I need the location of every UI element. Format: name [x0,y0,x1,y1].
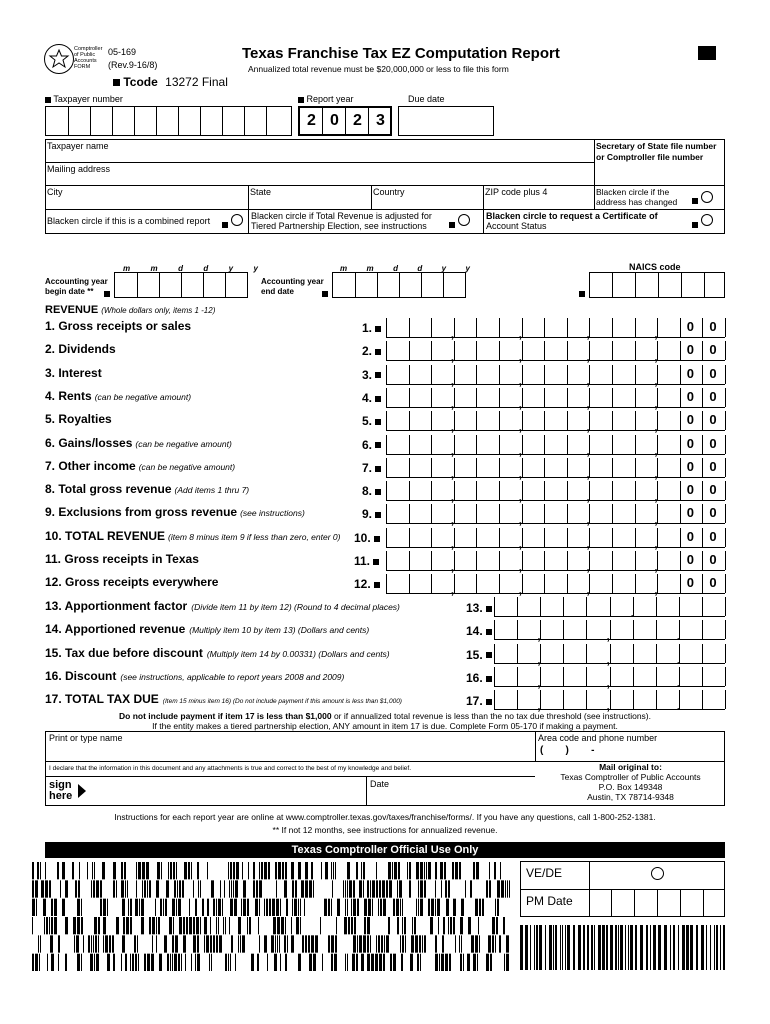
signature-date-field[interactable] [372,790,530,804]
form-title: Texas Franchise Tax EZ Computation Report [242,45,560,62]
revenue-amount-field[interactable]: , , , , 0 0 [386,386,725,408]
revenue-heading: REVENUE (Whole dollars only, items 1 -12) [45,304,216,316]
taxpayer-name-field[interactable] [48,150,588,161]
revenue-amount-field[interactable]: , , , , 0 0 [386,479,725,501]
revenue-amount-field[interactable]: , , , , 0 0 [386,433,725,455]
naics-field[interactable] [589,272,725,298]
revenue-item-label: 8. Total gross revenue (Add items 1 thru 7) [45,482,250,497]
cents-zero: 0 [686,388,695,404]
revenue-item-label: 5. Royalties [45,412,112,427]
cents-zero: 0 [686,342,695,358]
pm-date-label: PM Date [526,894,573,908]
address-changed-label: Blacken circle if the address has changed [596,187,678,207]
tax-amount-field[interactable]: . , , [494,642,725,664]
tax-item-label: 16. Discount (see instructions, applicable to report years 2008 and 2009) [45,668,345,683]
revenue-item-number: 6. [362,438,381,452]
cents-zero: 0 [709,365,717,381]
due-date-label: Due date [408,94,445,104]
country-field[interactable] [374,197,480,208]
cents-zero: 0 [709,319,717,334]
naics-label: NAICS code [629,262,681,272]
mailing-address-label: Mailing address [47,164,111,174]
tax-item-number: 14. [466,624,492,638]
payment-warning: Do not include payment if item 17 is less than $1,000 or if annualized total revenue is less than the no tax due threshold (see instructions). [119,711,651,721]
revenue-item-number: 5. [362,414,381,428]
cents-zero: 0 [686,528,695,544]
revenue-amount-field[interactable]: , , , , 0 0 [386,363,725,385]
tax-item-label: 13. Apportionment factor (Divide item 11 by item 12) (Round to 4 decimal places) [45,599,400,613]
revenue-item-number: 10. [354,531,380,545]
revenue-item-label: 3. Interest [45,365,102,380]
revenue-item-label: 6. Gains/losses (can be negative amount) [45,435,232,450]
phone-field[interactable]: ( ) - [540,745,595,756]
tcode [113,75,228,89]
city-label: City [47,187,63,197]
revenue-item-label: 2. Dividends [45,342,116,357]
mail-to-block: Mail original to: Texas Comptroller of Public Accounts P.O. Box 149348 Austin, TX 78714-9348 [560,762,701,802]
combined-report-label: Blacken circle if this is a combined report [47,216,211,226]
form-number: 05-169 [108,47,137,57]
print-name-field[interactable] [49,745,529,759]
sos-file-number-label: Secretary of State file number or Comptroller file number [596,141,717,162]
report-year-label: Report year [298,94,354,104]
barcode-linear [520,925,725,970]
cents-zero: 0 [709,575,717,591]
state-field[interactable] [251,197,367,208]
revenue-amount-field[interactable]: , , , , 0 0 [386,572,725,594]
vede-circle[interactable] [651,867,664,880]
state-label: State [250,187,272,197]
end-date-label: Accounting year end date [261,277,324,296]
tax-item-number: 15. [466,648,492,662]
cents-zero: 0 [686,412,695,428]
vede-label: VE/DE [526,866,563,880]
cents-zero: 0 [709,552,717,567]
revenue-item-label: 12. Gross receipts everywhere [45,575,219,590]
cents-zero: 0 [686,458,695,474]
revenue-item-label: 4. Rents (can be negative amount) [45,388,192,403]
tax-amount-field[interactable]: . , , [494,618,725,640]
revenue-amount-field[interactable]: , , , , 0 0 [386,549,725,571]
end-date-field[interactable] [332,272,466,298]
tax-item-label: 15. Tax due before discount (Multiply item 14 by 0.00331) (Dollars and cents) [45,645,390,660]
cents-zero: 0 [709,458,717,474]
report-year-digit: 2 [353,112,362,129]
certificate-circle[interactable] [701,214,713,226]
logo-text: Comptroller of Public Accounts FORM [74,46,103,70]
instructions-text: Instructions for each report year are online at www.comptroller.texas.gov/taxes/franchise/forms/. If you have any questions, call 1-800-252-1381. [114,812,656,822]
tax-item-number: 13. [466,601,492,615]
comptroller-seal-logo [44,44,74,74]
cents-zero: 0 [686,319,695,334]
end-date-letters: m m d d y y [340,264,470,273]
cents-zero: 0 [709,528,717,544]
form-subtitle: Annualized total revenue must be $20,000,000 or less to file this form [248,64,509,74]
cents-zero: 0 [686,552,695,567]
cents-zero: 0 [709,435,717,451]
due-date-field[interactable] [398,106,494,136]
combined-report-circle[interactable] [231,214,243,226]
revenue-item-number: 7. [362,461,381,475]
begin-date-label: Accounting year begin date ** [45,277,108,296]
cents-zero: 0 [686,575,695,591]
tax-amount-field[interactable]: . , , [494,688,725,710]
phone-label: Area code and phone number [538,733,658,743]
revenue-item-number: 1. [362,321,381,335]
revenue-amount-field[interactable]: , , , , 0 0 [386,456,725,478]
date-label: Date [370,779,390,789]
tiered-partnership-circle[interactable] [458,214,470,226]
revenue-item-number: 4. [362,391,381,405]
print-name-label: Print or type name [49,733,123,743]
revenue-item-label: 9. Exclusions from gross revenue (see instructions) [45,505,305,520]
cents-zero: 0 [709,388,717,404]
sign-arrow-icon [78,784,86,798]
tax-amount-field[interactable]: . , , [494,665,725,687]
tiered-partnership-label: Blacken circle if Total Revenue is adjusted for Tiered Partnership Election, see instructions [251,211,432,231]
tax-item-label: 17. TOTAL TAX DUE (Item 15 minus item 16) (Do not include payment if this amount is less than $1,000) [45,692,402,707]
tax-item-number: 16. [466,671,492,685]
country-label: Country [373,187,405,197]
begin-date-letters: m m d d y y [123,264,258,273]
report-year-digit: 2 [307,112,316,129]
revenue-amount-field[interactable]: , , , , 0 0 [386,339,725,361]
cents-zero: 0 [686,435,695,451]
taxpayer-name-label: Taxpayer name [47,141,109,151]
report-year-digit: 3 [376,112,385,129]
zip-field[interactable] [486,197,590,208]
cents-zero: 0 [686,505,695,521]
tax-amount-field[interactable]: . [494,595,725,617]
signature-field[interactable] [92,780,360,804]
city-field[interactable] [48,197,244,208]
revenue-amount-field[interactable]: , , , , 0 0 [386,502,725,524]
barcode-2d [32,862,510,972]
tax-item-label: 14. Apportioned revenue (Multiply item 10 by item 13) (Dollars and cents) [45,622,370,637]
corner-mark [698,46,716,60]
revenue-item-number: 11. [354,554,379,568]
cents-zero: 0 [686,365,695,381]
cents-zero: 0 [709,505,717,521]
revenue-item-label: 10. TOTAL REVENUE (item 8 minus item 9 if less than zero, enter 0) [45,528,341,543]
tcode-label: Tcode [123,75,158,89]
tiered-warning: If the entity makes a tiered partnership election, ANY amount in item 17 is due. Complete Form 05-170 if making a payment. [152,721,618,731]
cents-zero: 0 [686,482,695,498]
report-year-digit: 0 [330,112,339,129]
declaration-text: I declare that the information in this document and any attachments is true and correct to the best of my knowledge and belief. [49,765,412,772]
revenue-item-number: 3. [362,368,381,382]
taxpayer-number-label: Taxpayer number [45,94,123,104]
revenue-amount-field[interactable]: , , , , 0 0 [386,526,725,548]
mailing-address-field[interactable] [48,174,588,184]
zip-label: ZIP code plus 4 [485,187,548,197]
star-icon [45,45,73,73]
revenue-item-number: 9. [362,507,381,521]
revenue-item-label: 11. Gross receipts in Texas [45,552,199,566]
pm-date-field[interactable] [589,889,725,917]
cents-zero: 0 [709,412,717,428]
certificate-label: Blacken circle to request a Certificate of Account Status [486,211,658,231]
cents-zero: 0 [709,342,717,358]
revenue-item-number: 2. [362,344,381,358]
revenue-amount-field[interactable]: , , , , 0 0 [386,316,725,338]
report-year-field [298,106,392,136]
address-changed-circle[interactable] [701,191,713,203]
form-revision: (Rev.9-16/8) [108,60,158,70]
taxpayer-number-field[interactable] [45,106,292,136]
revenue-item-number: 8. [362,484,381,498]
revenue-item-number: 12. [354,577,380,591]
official-use-banner: Texas Comptroller Official Use Only [45,842,725,858]
revenue-amount-field[interactable]: , , , , 0 0 [386,409,725,431]
revenue-item-label: 7. Other income (can be negative amount) [45,458,236,473]
revenue-item-label: 1. Gross receipts or sales [45,319,192,333]
begin-date-field[interactable] [114,272,248,298]
tax-item-number: 17. [466,694,492,708]
cents-zero: 0 [709,482,717,498]
sign-here-label: sign here [49,779,73,802]
tcode-value: 13272 Final [165,75,228,89]
annualized-note: ** If not 12 months, see instructions for annualized revenue. [272,825,498,835]
